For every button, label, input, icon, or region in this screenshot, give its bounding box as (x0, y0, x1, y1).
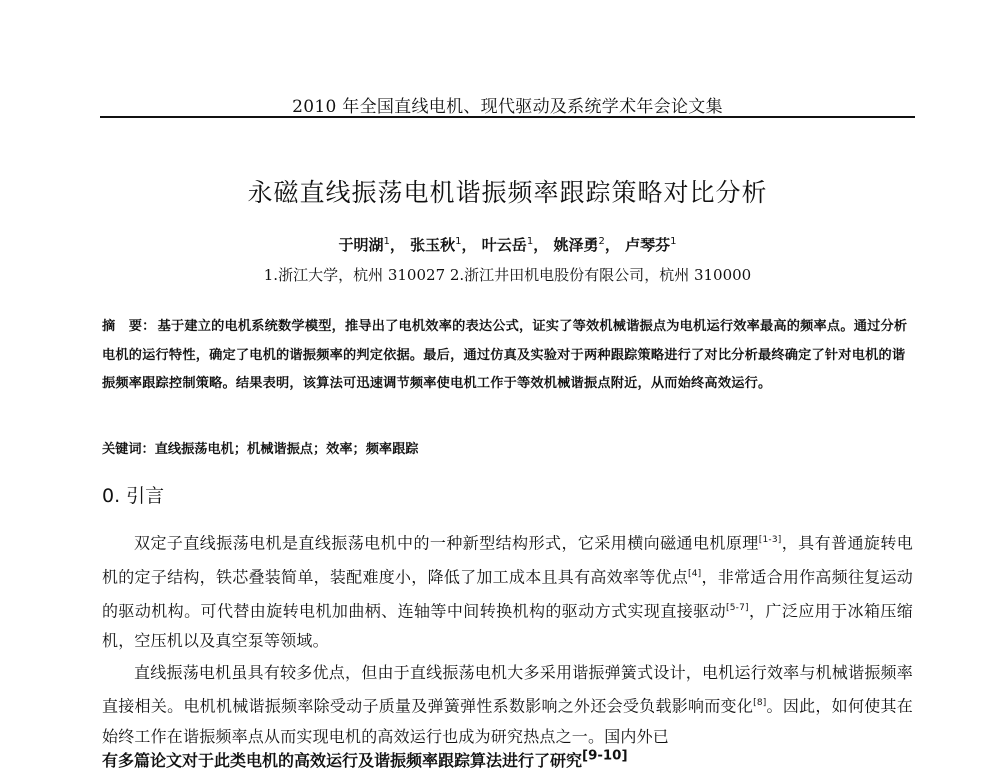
author-separator: ， (604, 236, 620, 254)
keywords-label: 关键词： (102, 442, 155, 457)
text-run: ，具有普通旋转电机的定子结构，铁芯叠装简单，装配难度小，降低了加工成本且具有高效率等优点 (102, 533, 913, 587)
paragraph (102, 525, 913, 657)
keywords (102, 438, 913, 457)
author-list (100, 234, 915, 255)
author-name: 卢琴芬 (625, 236, 671, 254)
keywords-text: 直线振荡电机；机械谐振点；效率；频率跟踪 (154, 442, 419, 457)
text-run: 有多篇论文对于此类电机的高效运行及谐振频率跟踪算法进行了研究 (102, 751, 583, 770)
abstract (102, 313, 913, 399)
author-name: 张玉秋 (410, 236, 456, 254)
affiliation-mark: 1 (670, 236, 677, 247)
text-run: ，广泛应用于冰箱压缩机，空压机以及真空泵等领域。 (102, 600, 913, 651)
abstract-label: 摘 要： (102, 319, 156, 334)
citation: [4] (688, 568, 702, 579)
affiliation-mark: 1 (383, 236, 390, 247)
section-heading-introduction: 0. 引言 (102, 485, 165, 507)
text-run: 。因此，如何使其在始终工作在谐振频率点从而实现电机的高效运行也成为研究热点之一。国内外已 (102, 696, 913, 746)
citation: [5-7] (726, 602, 749, 613)
abstract-text: 基于建立的电机系统数学模型，推导出了电机效率的表达公式，证实了等效机械谐振点为电机运行效率最高的频率点。通过分析电机的运行特性，确定了电机的谐振频率的判定依据。最后，通过仿真及实验对于两种跟踪策略进行了对比分析最终确定了针对电机的谐振频率跟踪控制策略。结果表明，该算法可迅速调节频率使电机工作于等效机械谐振点附近，从而始终高效运行。 (102, 319, 908, 391)
text-run: 双定子直线振荡电机是直线振荡电机中的一种新型结构形式，它采用横向磁通电机原理 (134, 533, 759, 553)
body-text (102, 525, 913, 753)
citation: [8] (753, 698, 767, 709)
citation: [1-3] (758, 535, 782, 545)
paragraph (102, 658, 913, 753)
author-name: 于明湖 (338, 236, 384, 254)
text-run: ，非常适合用作高频往复运动的驱动机构。可代替由旋转电机加曲柄、连轴等中间转换机构的驱动方式实现直接驱动 (102, 567, 913, 620)
affiliation-mark: 1 (526, 236, 534, 247)
affiliation-mark: 1 (455, 236, 462, 247)
header-divider (100, 116, 915, 118)
citation: [9-10] (582, 748, 628, 764)
text-run: 直线振荡电机虽具有较多优点，但由于直线振荡电机大多采用谐振弹簧式设计，电机运行效率与机械谐振频率直接相关。电机机械谐振频率除受动子质量及弹簧弹性系数影响之外还会受负载影响而变化 (102, 662, 913, 716)
proceedings-header: 2010 年全国直线电机、现代驱动及系统学术年会论文集 (292, 97, 723, 117)
author-name: 姚泽勇 (553, 236, 599, 254)
author-separator: ， (461, 236, 477, 254)
author-name: 叶云岳 (481, 236, 527, 254)
paper-title: 永磁直线振荡电机谐振频率跟踪策略对比分析 (247, 178, 768, 207)
author-separator: ， (533, 236, 549, 254)
author-separator: ， (389, 236, 405, 254)
affiliation-mark: 2 (598, 236, 605, 247)
affiliation-line: 1.浙江大学，杭州 310027 2.浙江井田机电股份有限公司，杭州 310000 (263, 266, 752, 284)
